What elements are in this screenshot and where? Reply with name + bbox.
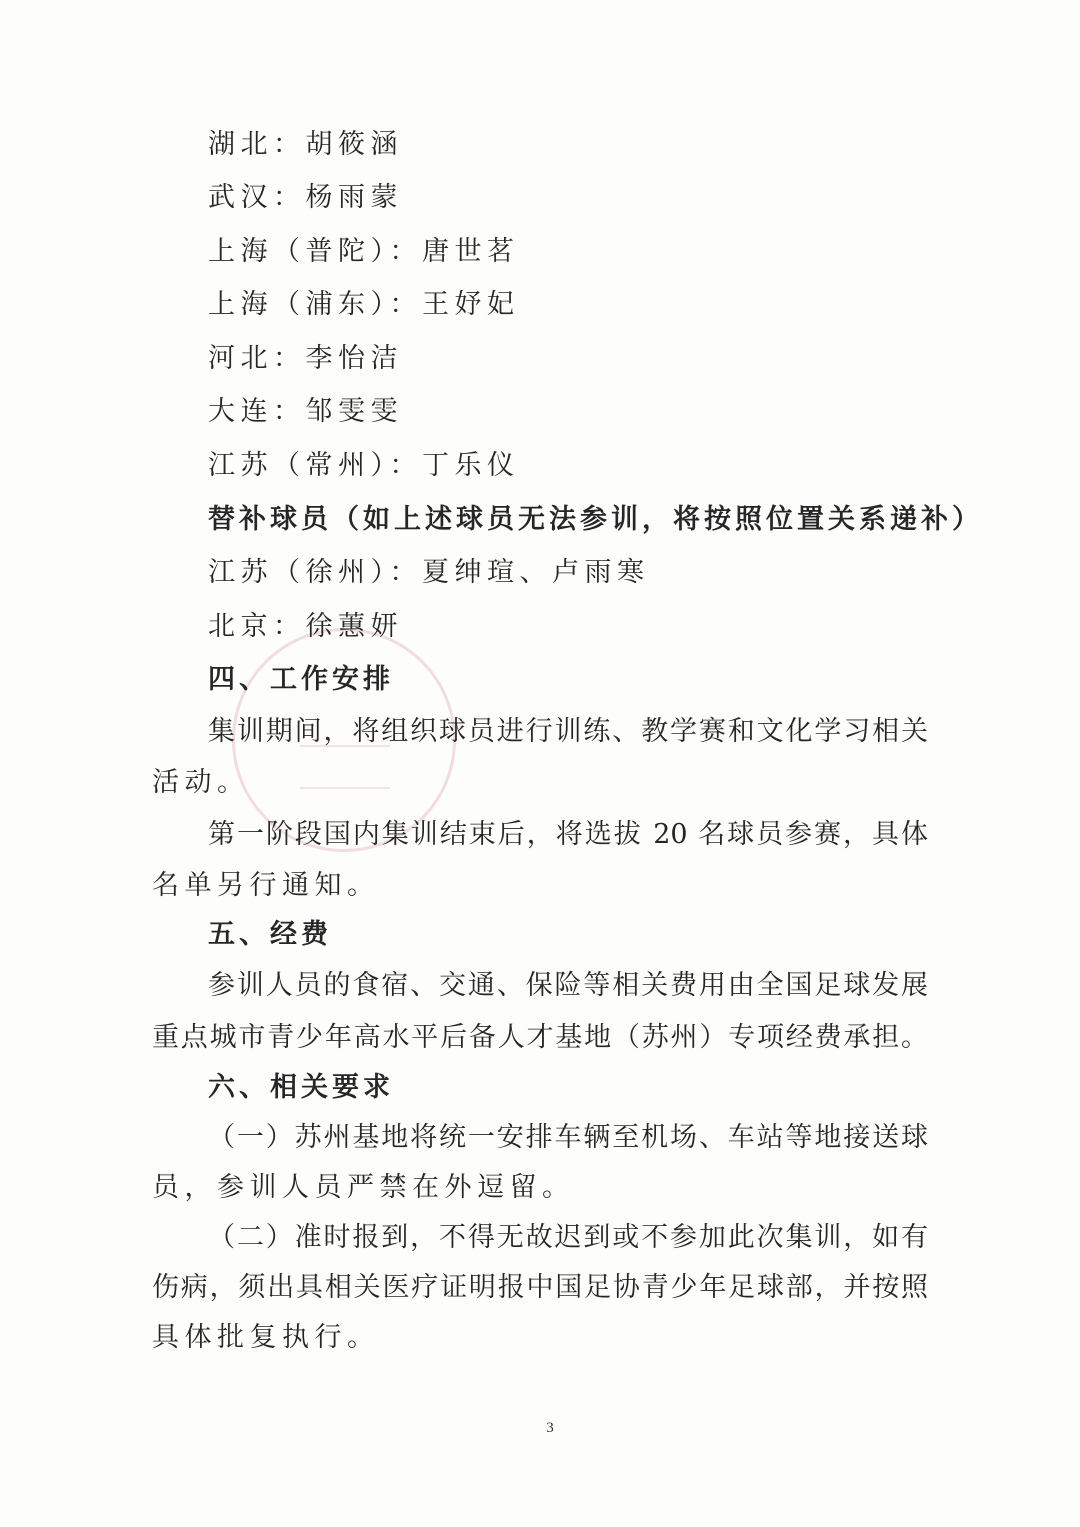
roster-line-jiangsu-changzhou: 江苏（常州）：丁乐仪 [208,450,520,481]
section-5-paragraph-line-2: 重点城市青少年高水平后备人才基地（苏州）专项经费承担。 [152,1022,928,1053]
roster-line-shanghai-putuo: 上海（普陀）：唐世茗 [208,236,520,267]
section-6-item-2-line-1: （二）准时报到，不得无故迟到或不参加此次集训，如有 [208,1222,928,1253]
section-4-paragraph-1-line-1: 集训期间，将组织球员进行训练、教学赛和文化学习相关 [208,716,928,747]
section-5-heading: 五、经费 [208,919,332,950]
roster-line-dalian: 大连：邹雯雯 [208,396,403,427]
section-5-paragraph-line-1: 参训人员的食宿、交通、保险等相关费用由全国足球发展 [208,970,928,1001]
substitute-line-beijing: 北京：徐蕙妍 [208,611,403,642]
section-6-item-2-line-2: 伤病，须出具相关医疗证明报中国足协青少年足球部，并按照 [152,1272,928,1303]
roster-line-wuhan: 武汉：杨雨蒙 [208,182,403,213]
section-6-heading: 六、相关要求 [208,1072,394,1103]
roster-line-hubei: 湖北：胡筱涵 [208,129,403,160]
roster-line-shanghai-pudong: 上海（浦东）：王妤妃 [208,289,520,320]
roster-line-hebei: 河北：李怡洁 [208,343,403,374]
substitutes-heading: 替补球员（如上述球员无法参训，将按照位置关系递补） [208,504,983,535]
section-6-item-1-line-2: 员，参训人员严禁在外逗留。 [152,1172,575,1203]
section-4-heading: 四、工作安排 [208,664,394,695]
page-number: 3 [546,1420,554,1436]
section-6-item-2-line-3: 具体批复执行。 [152,1322,380,1353]
section-4-paragraph-2-line-1: 第一阶段国内集训结束后，将选拔 20 名球员参赛，具体 [208,819,928,850]
section-6-item-1-line-1: （一）苏州基地将统一安排车辆至机场、车站等地接送球 [208,1122,928,1153]
section-4-paragraph-1-line-2: 活动。 [152,767,250,798]
section-4-paragraph-2-line-2: 名单另行通知。 [152,870,380,901]
substitute-line-jiangsu-xuzhou: 江苏（徐州）：夏绅瑄、卢雨寒 [208,557,650,588]
